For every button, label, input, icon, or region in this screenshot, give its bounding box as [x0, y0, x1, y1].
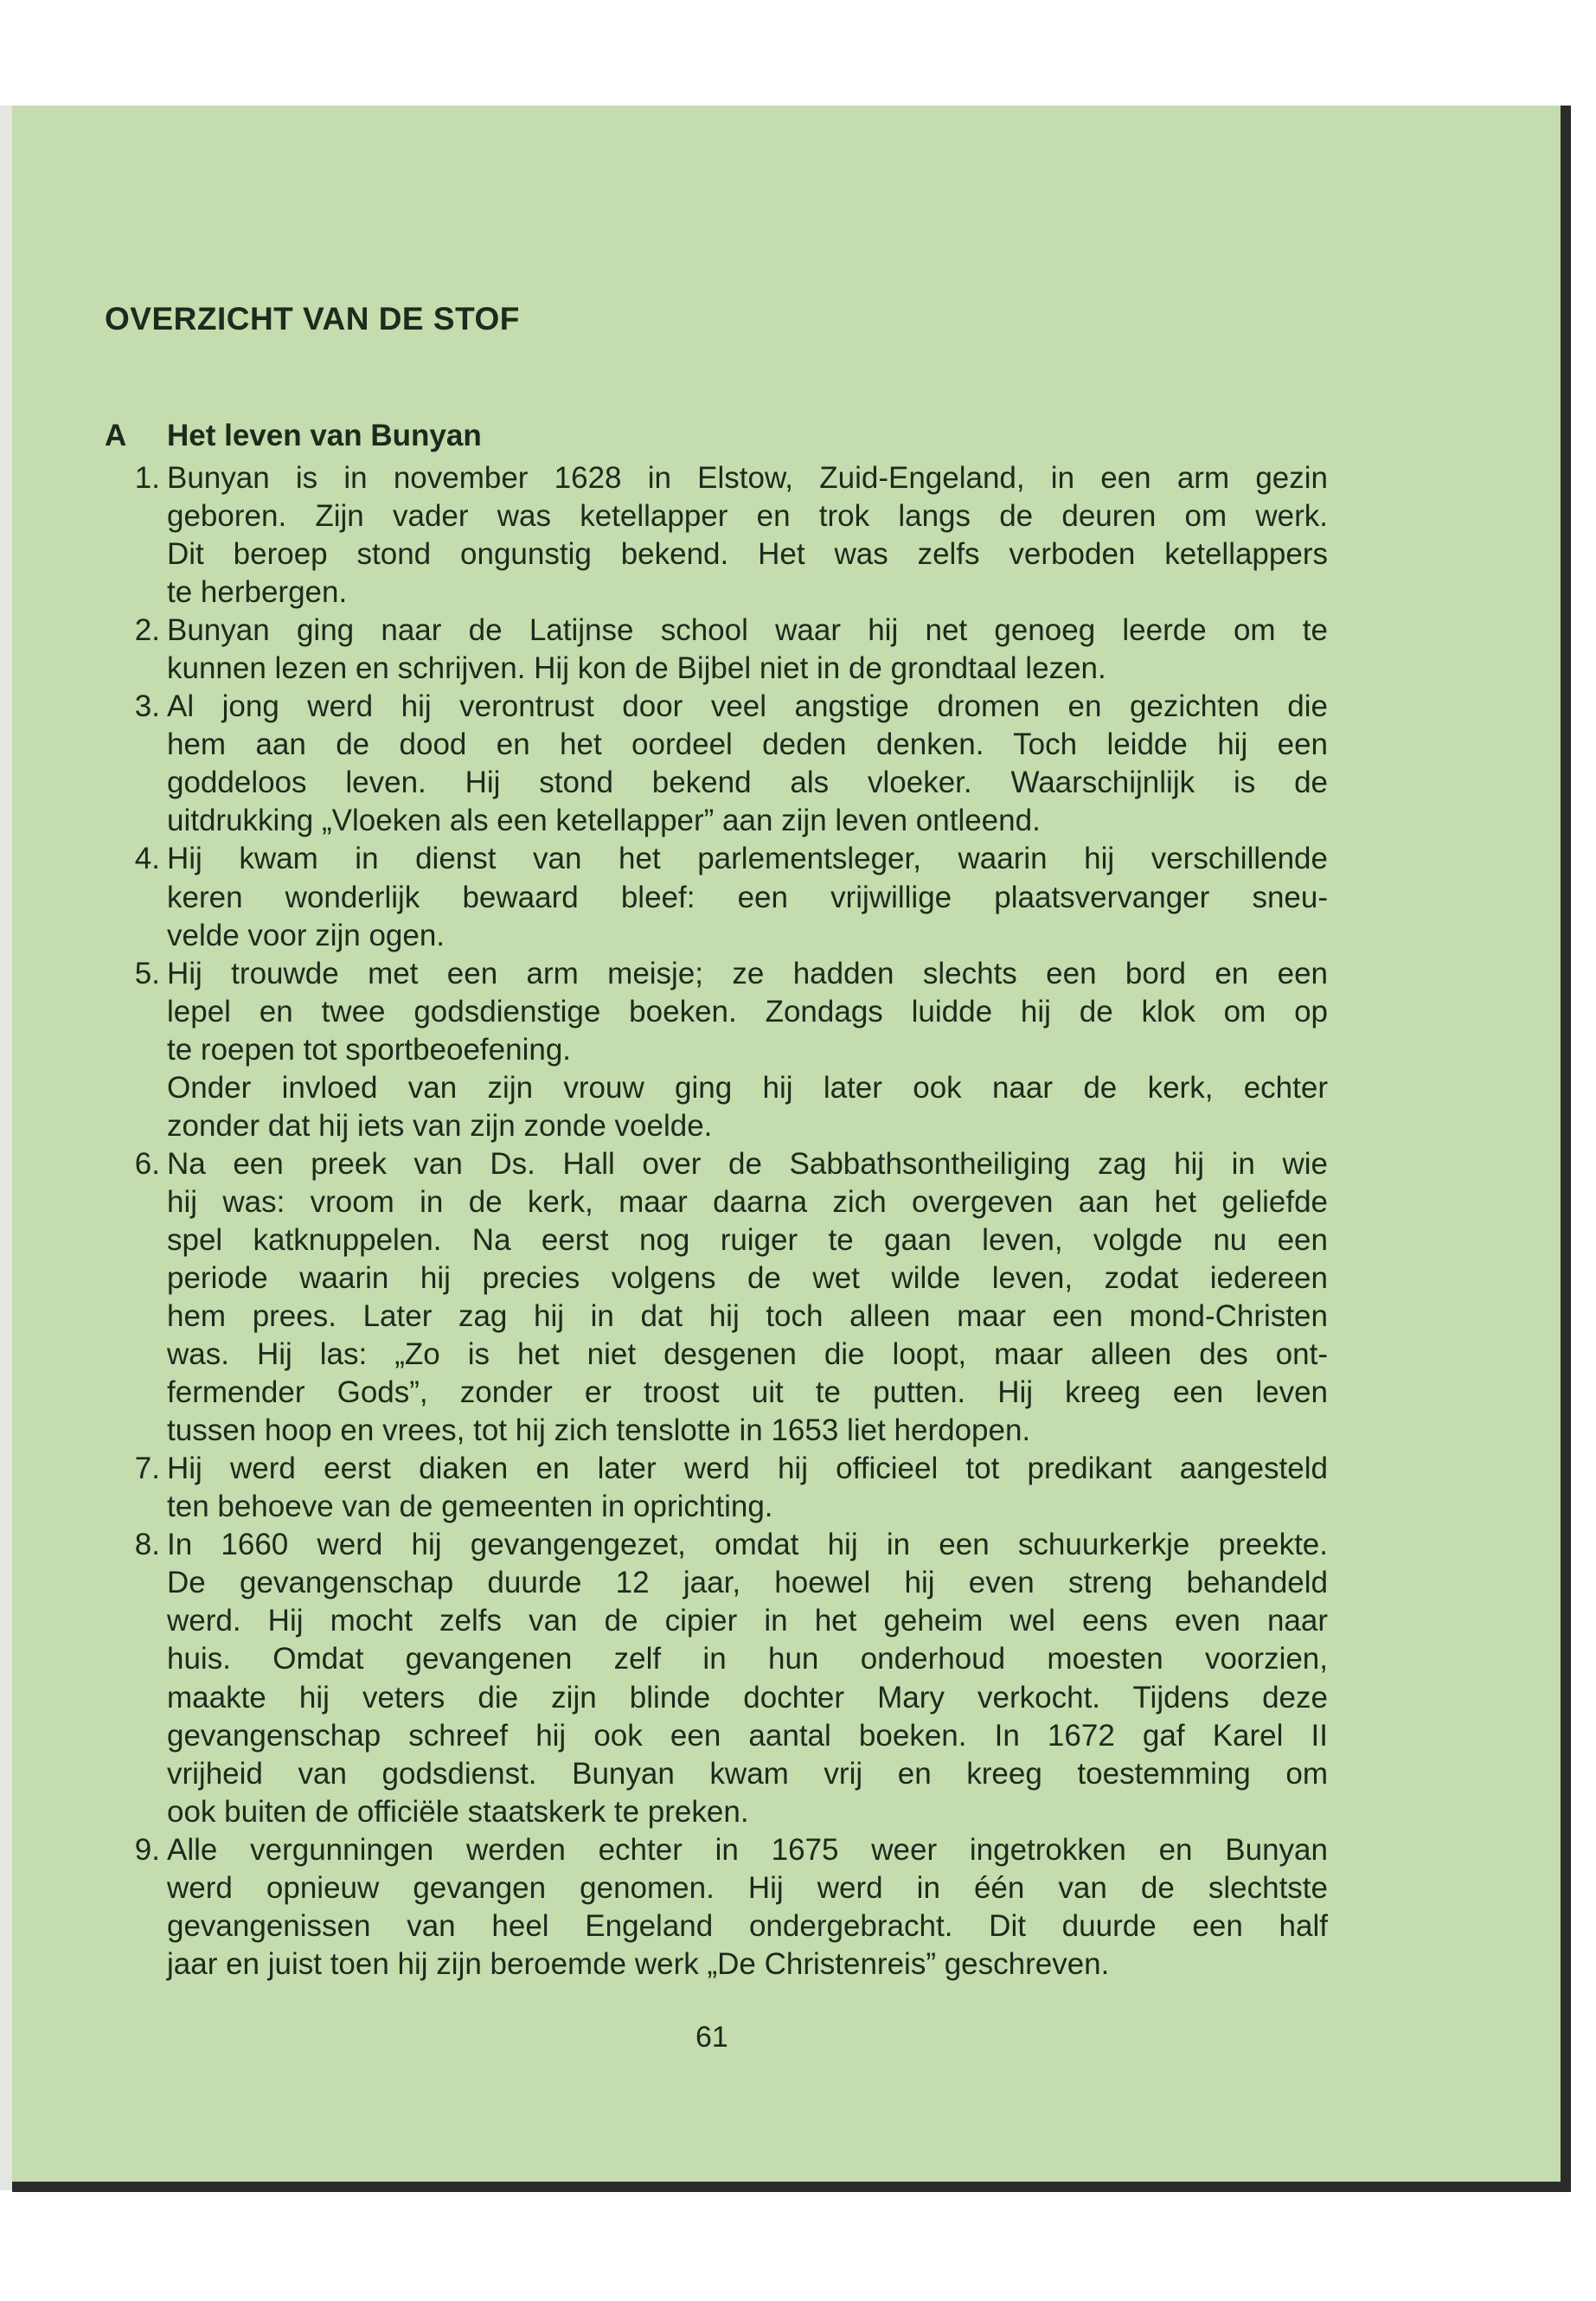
text-line: keren wonderlijk bewaard bleef: een vrijwillige plaatsvervanger sneu- [167, 880, 1328, 914]
list-item [105, 688, 1328, 840]
text-line: spel katknuppelen. Na eerst nog ruiger te gaan leven, volgde nu een [167, 1222, 1328, 1257]
text-line: Hij werd eerst diaken en later werd hij officieel tot predikant aangesteld [167, 1452, 1328, 1486]
item-number: 5. [134, 956, 160, 990]
text-line: De gevangenschap duurde 12 jaar, hoewel hij even streng behandeld [167, 1566, 1328, 1600]
item-number: 3. [134, 689, 160, 724]
list-item [105, 1145, 1328, 1450]
list-item [105, 955, 1328, 1145]
text-line: fermender Gods”, zonder er troost uit te putten. Hij kreeg een leven [167, 1375, 1328, 1410]
text-line: Alle vergunningen werden echter in 1675 weer ingetrokken en Bunyan [167, 1832, 1328, 1867]
text-line: Bunyan is in november 1628 in Elstow, Zuid-Engeland, in een arm gezin [167, 461, 1328, 495]
text-line: werd opnieuw gevangen genomen. Hij werd in één van de slechtste [167, 1870, 1328, 1905]
text-line: ten behoeve van de gemeenten in oprichting. [167, 1490, 773, 1524]
text-line: ook buiten de officiële staatskerk te preken. [167, 1794, 749, 1829]
text-line: hij was: vroom in de kerk, maar daarna zich overgeven aan het geliefde [167, 1184, 1328, 1219]
text-line: Al jong werd hij verontrust door veel angstige dromen en gezichten die [167, 689, 1328, 724]
text-line: velde voor zijn ogen. [167, 918, 445, 952]
text-line: te roepen tot sportbeoefening. [167, 1032, 572, 1067]
section-heading [105, 419, 482, 453]
item-number: 8. [134, 1528, 160, 1562]
text-line: was. Hij las: „Zo is het niet desgenen die loopt, maar alleen des ont- [167, 1337, 1328, 1372]
page-number: 61 [695, 2021, 728, 2054]
text-line: werd. Hij mocht zelfs van de cipier in het geheim wel eens even naar [167, 1604, 1328, 1638]
item-number: 6. [134, 1146, 160, 1181]
text-line: Na een preek van Ds. Hall over de Sabbathsontheiliging zag hij in wie [167, 1146, 1328, 1181]
text-line: geboren. Zijn vader was ketellapper en trok langs de deuren om werk. [167, 499, 1328, 534]
text-line: lepel en twee godsdienstige boeken. Zondags luidde hij de klok om op [167, 994, 1328, 1029]
section-title: Het leven van Bunyan [167, 419, 482, 452]
page-title: OVERZICHT VAN DE STOF [105, 301, 520, 336]
text-line: huis. Omdat gevangenen zelf in hun onderhoud moesten voorzien, [167, 1642, 1328, 1676]
list-item [105, 1450, 1328, 1526]
list-item [105, 840, 1328, 954]
text-line: Dit beroep stond ongunstig bekend. Het was zelfs verboden ketellappers [167, 537, 1328, 572]
text-line: hem aan de dood en het oordeel deden denken. Toch leidde hij een [167, 727, 1328, 762]
section-letter: A [105, 419, 127, 452]
text-line: kunnen lezen en schrijven. Hij kon de Bijbel niet in de grondtaal lezen. [167, 651, 1106, 686]
item-number: 7. [134, 1452, 160, 1486]
book-page [12, 106, 1571, 2192]
text-line: Hij trouwde met een arm meisje; ze hadden slechts een bord en een [167, 956, 1328, 990]
text-line: uitdrukking „Vloeken als een ketellapper” aan zijn leven ontleend. [167, 804, 1041, 838]
text-line: gevangenschap schreef hij ook een aantal boeken. In 1672 gaf Karel II [167, 1718, 1328, 1753]
item-number: 1. [134, 461, 160, 495]
item-number: 4. [134, 842, 160, 876]
list-item [105, 1526, 1328, 1830]
item-number: 2. [134, 613, 160, 648]
text-line: gevangenissen van heel Engeland ondergebracht. Dit duurde een half [167, 1908, 1328, 1943]
text-line: te herbergen. [167, 575, 348, 610]
text-line: In 1660 werd hij gevangengezet, omdat hij in een schuurkerkje preekte. [167, 1528, 1328, 1562]
text-line: hem prees. Later zag hij in dat hij toch alleen maar een mond-Christen [167, 1299, 1328, 1334]
text-line: goddeloos leven. Hij stond bekend als vloeker. Waarschijnlijk is de [167, 766, 1328, 800]
text-line: Bunyan ging naar de Latijnse school waar hij net genoeg leerde om te [167, 613, 1328, 648]
text-line: Onder invloed van zijn vrouw ging hij later ook naar de kerk, echter [167, 1070, 1328, 1105]
text-line: tussen hoop en vrees, tot hij zich tenslotte in 1653 liet herdopen. [167, 1413, 1031, 1448]
item-number: 9. [134, 1832, 160, 1867]
text-line: periode waarin hij precies volgens de wet wilde leven, zodat iedereen [167, 1260, 1328, 1295]
list-item [105, 612, 1328, 688]
text-line: maakte hij veters die zijn blinde dochter Mary verkocht. Tijdens deze [167, 1680, 1328, 1715]
list-item [105, 1831, 1328, 1984]
text-line: vrijheid van godsdienst. Bunyan kwam vrij en kreeg toestemming om [167, 1756, 1328, 1791]
text-line: jaar en juist toen hij zijn beroemde werk „De Christenreis” geschreven. [167, 1946, 1110, 1981]
text-line: zonder dat hij iets van zijn zonde voelde. [167, 1108, 713, 1143]
numbered-list [105, 459, 1328, 1984]
list-item [105, 459, 1328, 612]
text-line: Hij kwam in dienst van het parlementsleger, waarin hij verschillende [167, 842, 1328, 876]
